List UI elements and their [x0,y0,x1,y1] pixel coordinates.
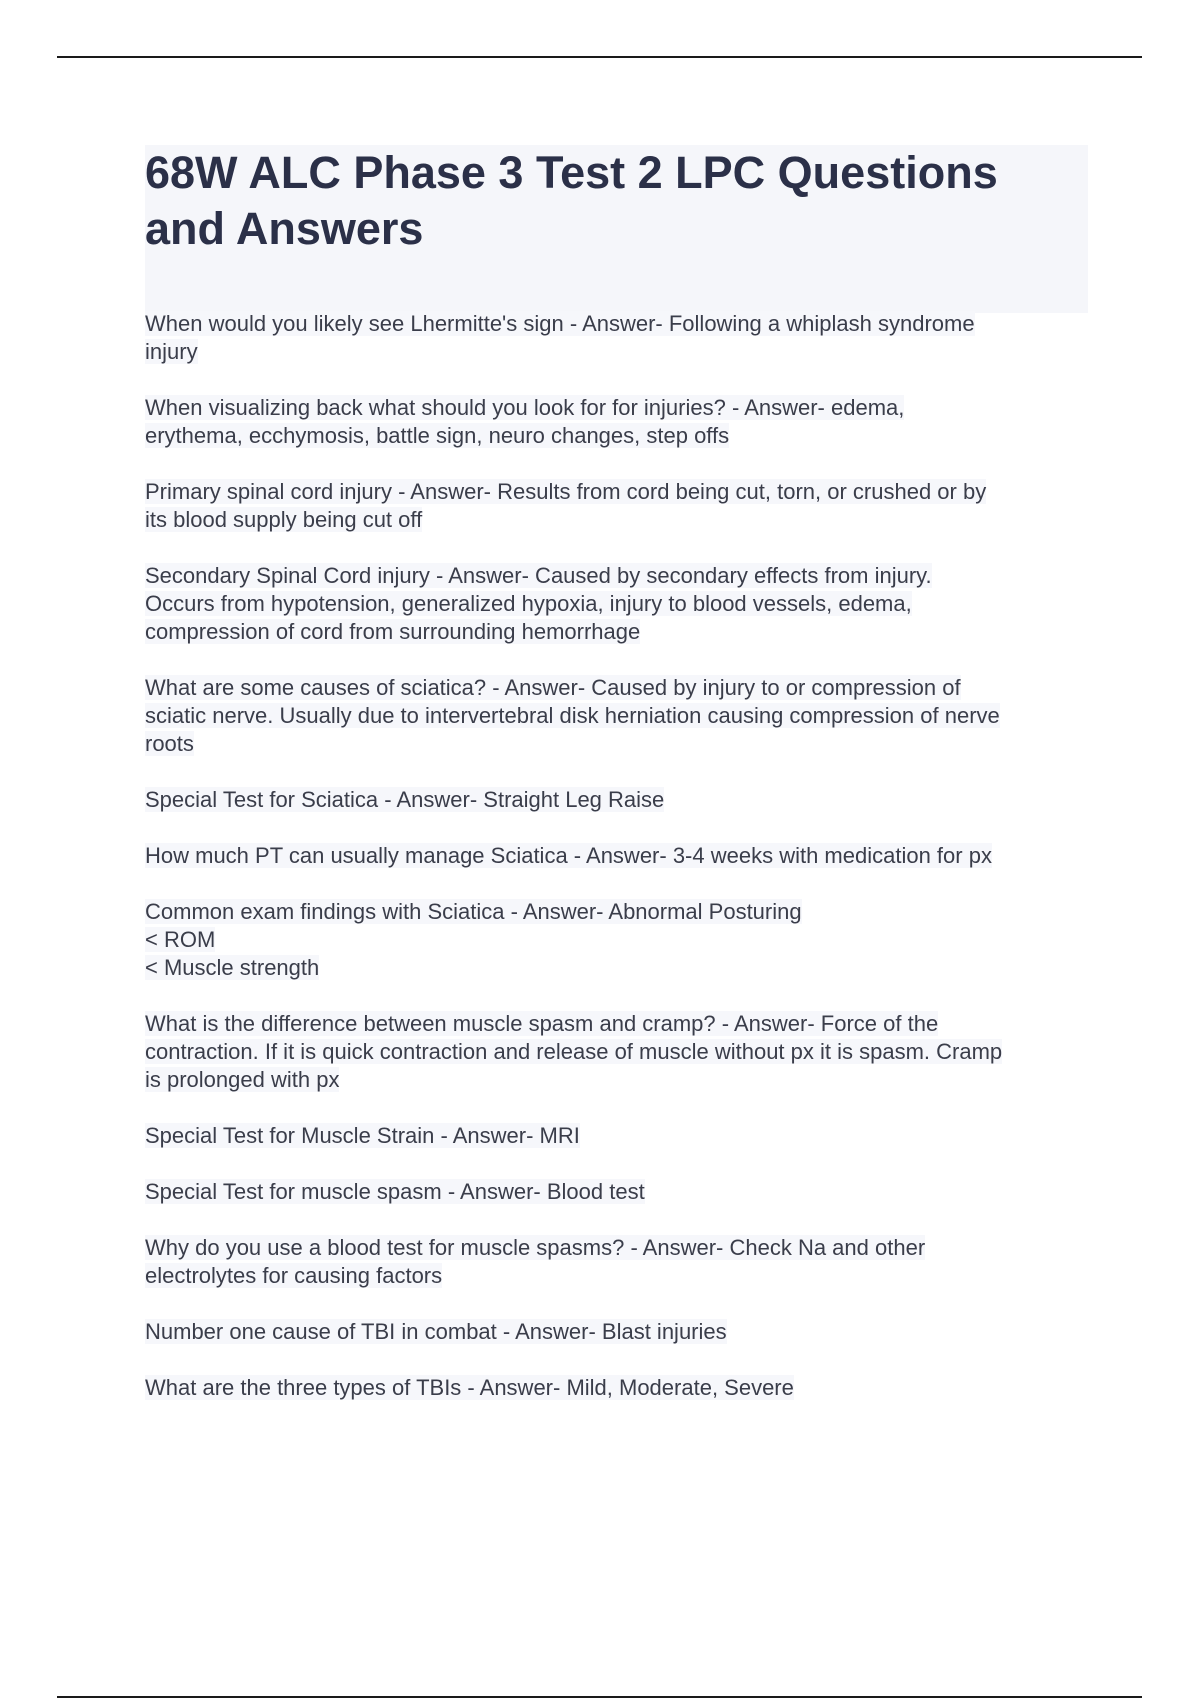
qa-item [145,1178,1095,1206]
qa-item-text: Secondary Spinal Cord injury - Answer- Caused by secondary effects from injury. Occurs from hypotension, generalized hypoxia, injury to blood vessels, edema, compression of cord from surrounding hemorrhage [145,563,932,644]
qa-item [145,394,1095,450]
qa-item [145,310,1095,366]
qa-item-text: Special Test for Muscle Strain - Answer- MRI [145,1123,580,1148]
qa-item [145,674,1095,758]
qa-item [145,786,1095,814]
qa-item-text: Why do you use a blood test for muscle spasms? - Answer- Check Na and other electrolytes for causing factors [145,1235,926,1288]
qa-item [145,562,1095,646]
bottom-rule [57,1696,1142,1698]
qa-list [145,310,1095,1430]
qa-item [145,1234,1095,1290]
qa-item [145,842,1095,870]
qa-item [145,478,1095,534]
qa-item-text: What are some causes of sciatica? - Answer- Caused by injury to or compression of sciatic nerve. Usually due to intervertebral disk herniation causing compression of nerve roots [145,675,1000,756]
qa-item-text: Special Test for Sciatica - Answer- Straight Leg Raise [145,787,665,812]
qa-item-text: When would you likely see Lhermitte's sign - Answer- Following a whiplash syndrome injury [145,311,975,364]
qa-item-text: How much PT can usually manage Sciatica - Answer- 3-4 weeks with medication for px [145,843,992,868]
qa-item-text: What is the difference between muscle spasm and cramp? - Answer- Force of the contraction. If it is quick contraction and release of muscle without px it is spasm. Cramp is prolonged with px [145,1011,1003,1092]
qa-item-text: When visualizing back what should you look for for injuries? - Answer- edema, erythema, ecchymosis, battle sign, neuro changes, step offs [145,395,905,448]
title-block [145,145,1088,313]
top-rule [57,56,1142,58]
qa-item [145,898,1095,982]
qa-item [145,1010,1095,1094]
qa-item-text: Number one cause of TBI in combat - Answer- Blast injuries [145,1319,727,1344]
qa-item [145,1318,1095,1346]
qa-item-text: Special Test for muscle spasm - Answer- Blood test [145,1179,645,1204]
qa-item-text: What are the three types of TBIs - Answer- Mild, Moderate, Severe [145,1375,794,1400]
page-title: 68W ALC Phase 3 Test 2 LPC Questions and Answers [145,147,998,254]
qa-item [145,1122,1095,1150]
qa-item-text: Primary spinal cord injury - Answer- Results from cord being cut, torn, or crushed or by its blood supply being cut off [145,479,987,532]
qa-item [145,1374,1095,1402]
qa-item-text: Common exam findings with Sciatica - Answer- Abnormal Posturing < ROM < Muscle strength [145,899,802,980]
